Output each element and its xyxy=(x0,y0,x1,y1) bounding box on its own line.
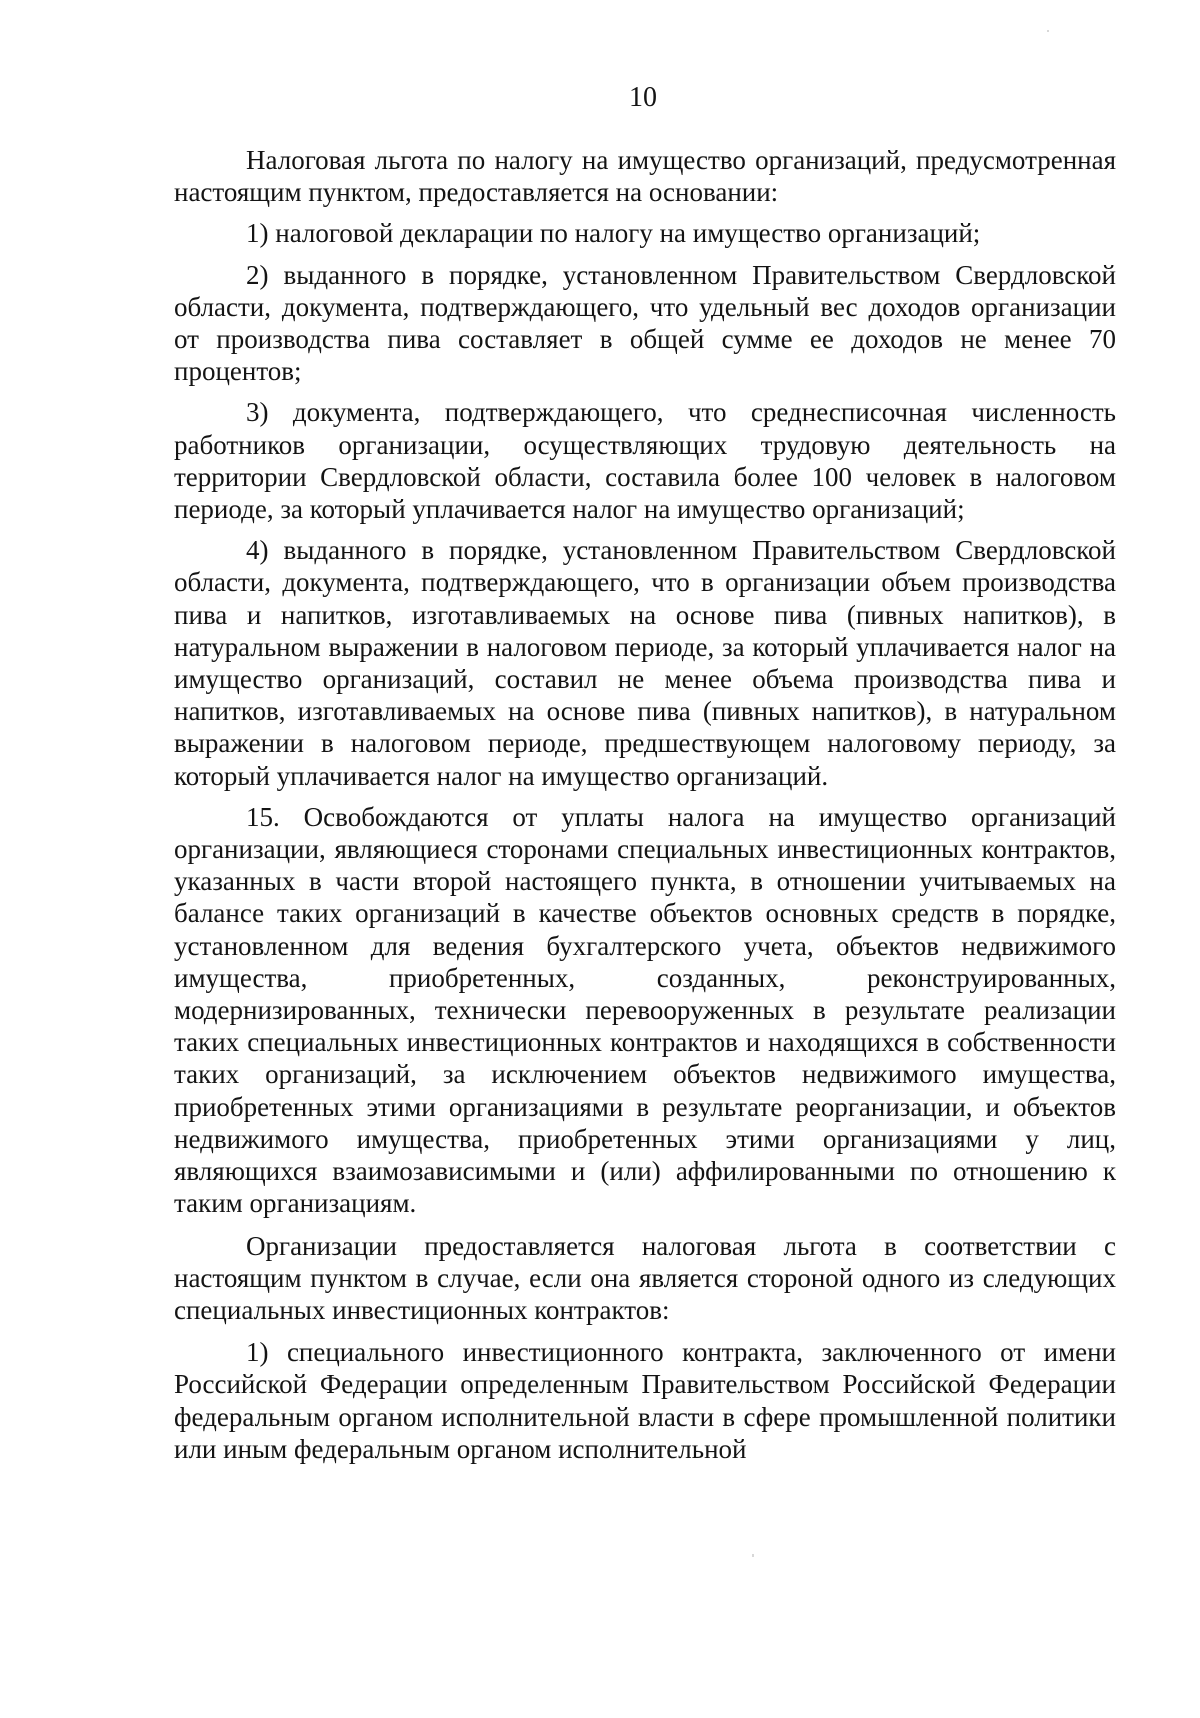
paragraph-intro: Налоговая льгота по налогу на имущество организаций, предусмотренная настоящим пунктом, предоставляется на основании: xyxy=(174,145,1116,208)
scan-speck xyxy=(752,1554,754,1557)
paragraph-item-1: 1) налоговой декларации по налогу на имущество организаций; xyxy=(246,218,981,249)
document-body xyxy=(174,144,1116,1465)
paragraph-clause-15: 15. Освобождаются от уплаты налога на имущество организаций организации, являющиеся сторонами специальных инвестиционных контрактов, указанных в части второй настоящего пункта, в отношении учитываемых на балансе таких организаций в качестве объектов основных средств в порядке, установленном для ведения бухгалтерского учета, объектов недвижимого имущества, приобретенных, созданных, реконструированных, модернизированных, технически перевооруженных в результате реализации таких специальных инвестиционных контрактов и находящихся в собственности таких организаций, за исключением объектов недвижимого имущества, приобретенных этими организациями в результате реорганизации, и объектов недвижимого имущества, приобретенных этими организациями у лиц, являющихся взаимозависимыми и (или) аффилированными по отношению к таким организациям. xyxy=(174,801,1116,1219)
page-number: 10 xyxy=(629,82,657,113)
paragraph-contract-item-1: 1) специального инвестиционного контракта, заключенного от имени Российской Федерации определенным Правительством Российской Федерации федеральным органом исполнительной власти в сфере промышленной политики или иным федеральным органом исполнительной xyxy=(174,1337,1116,1464)
paragraph-item-2: 2) выданного в порядке, установленном Правительством Свердловской области, документа, подтверждающего, что удельный вес доходов организации от производства пива составляет в общей сумме ее доходов не менее 70 процентов; xyxy=(174,259,1116,387)
paragraph-clause-15-conditions: Организации предоставляется налоговая льгота в соответствии с настоящим пунктом в случае, если она является стороной одного из следующих специальных инвестиционных контрактов: xyxy=(174,1230,1116,1325)
paragraph-item-4: 4) выданного в порядке, установленном Правительством Свердловской области, документа, подтверждающего, что в организации объем производства пива и напитков, изготавливаемых на основе пива (пивных напитков), в натуральном выражении в налоговом периоде, за который уплачивается налог на имущество организаций, составил не менее объема производства пива и напитков, изготавливаемых на основе пива (пивных напитков), в натуральном выражении в налоговом периоде, предшествующем налоговому периоду, за который уплачивается налог на имущество организаций. xyxy=(174,535,1116,791)
paragraph-item-3: 3) документа, подтверждающего, что среднесписочная численность работников организации, осуществляющих трудовую деятельность на территории Свердловской области, составила более 100 человек в налоговом периоде, за который уплачивается налог на имущество организаций; xyxy=(174,397,1116,525)
scan-speck xyxy=(1047,30,1049,32)
